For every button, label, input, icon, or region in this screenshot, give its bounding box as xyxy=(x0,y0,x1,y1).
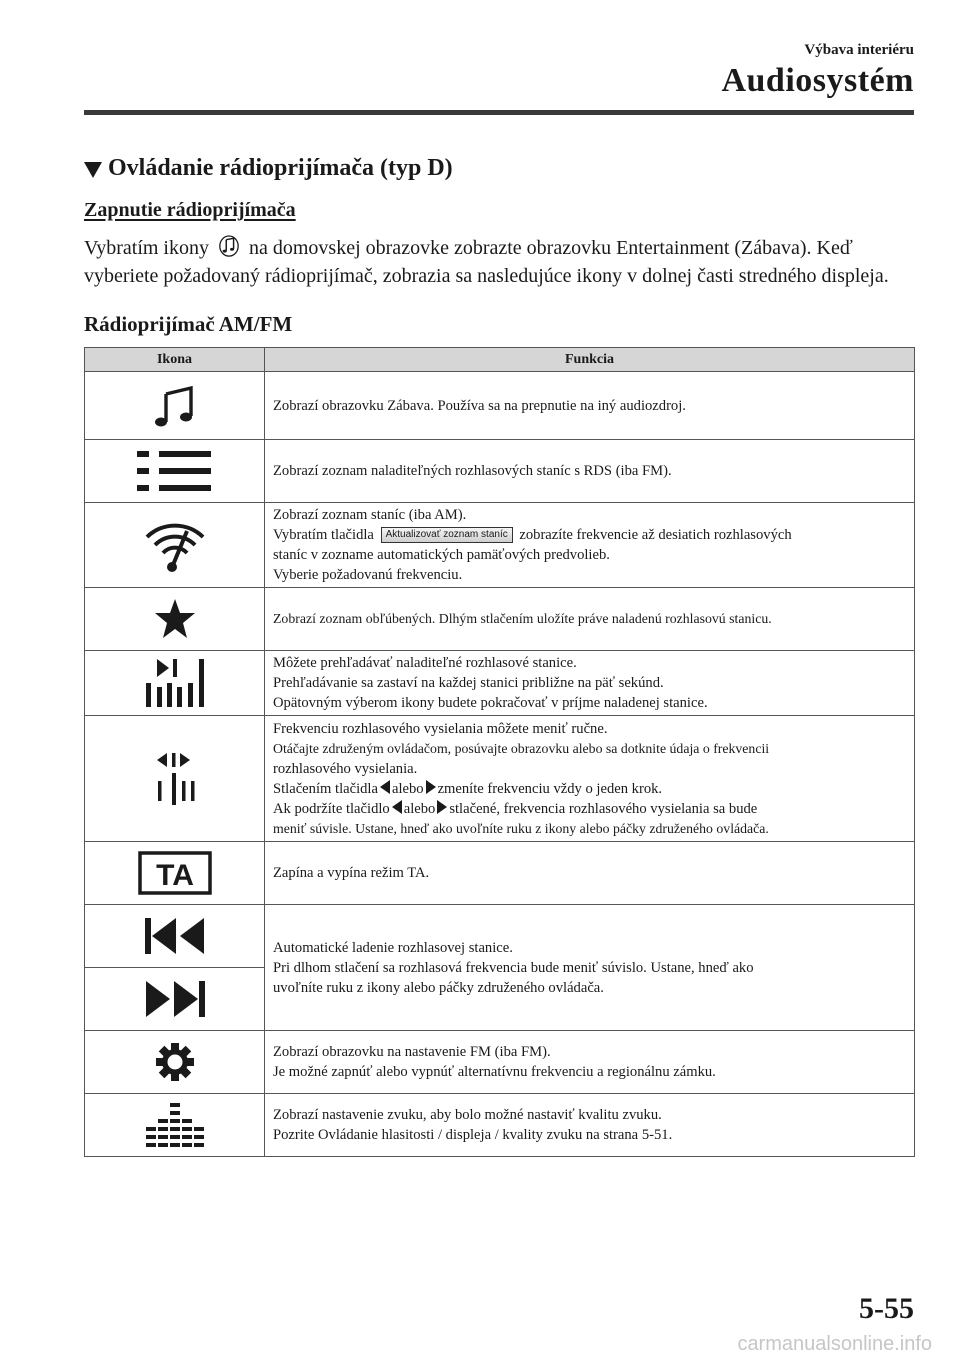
function-text-part: Ak podržíte tlačidlo xyxy=(273,800,390,817)
table-row xyxy=(85,1031,915,1094)
header-rule xyxy=(84,110,914,115)
function-text: Pozrite Ovládanie hlasitosti / displeja / kvality zvuku na strana 5-51. xyxy=(273,1127,673,1143)
table-row xyxy=(85,440,915,503)
function-text-part: alebo xyxy=(403,800,436,817)
gear-icon xyxy=(155,1042,195,1082)
table-row xyxy=(85,1094,915,1157)
function-text: uvoľníte ruku z ikony alebo páčky združeného ovládača. xyxy=(273,979,604,996)
function-cell xyxy=(265,503,915,588)
music-note-icon xyxy=(218,234,240,260)
music-note-icon xyxy=(151,382,199,430)
icon-cell xyxy=(85,905,265,968)
function-cell xyxy=(265,716,915,842)
function-text-part: Stlačením tlačidla xyxy=(273,780,378,797)
function-text: Zobrazí nastavenie zvuku, aby bolo možné nastaviť kvalitu zvuku. xyxy=(273,1107,662,1123)
section-title-text: Ovládanie rádioprijímača (typ D) xyxy=(108,155,453,181)
icon-cell xyxy=(85,968,265,1031)
function-text: Prehľadávanie sa zastaví na každej stanici približne na päť sekúnd. xyxy=(273,675,664,691)
function-text: Môžete prehľadávať naladiteľné rozhlasové stanice. xyxy=(273,655,577,671)
function-cell xyxy=(265,842,915,905)
ta-icon-label: TA xyxy=(155,859,194,892)
intro-text-before: Vybratím ikony xyxy=(84,237,209,259)
function-text: Zobrazí obrazovku na nastavenie FM (iba FM). xyxy=(273,1044,551,1060)
icon-cell xyxy=(85,1094,265,1157)
function-text: Automatické ladenie rozhlasovej stanice. xyxy=(273,939,513,956)
function-cell xyxy=(265,651,915,716)
function-text: rozhlasového vysielania. xyxy=(273,760,418,777)
seek-forward-icon xyxy=(143,979,207,1019)
page-number: 5-55 xyxy=(859,1292,914,1325)
function-cell xyxy=(265,440,915,503)
function-text-part: zobrazíte frekvencie až desiatich rozhlasových xyxy=(519,527,792,543)
triangle-bullet-icon xyxy=(84,162,102,178)
star-icon xyxy=(153,597,197,641)
function-text xyxy=(273,525,908,545)
icon-cell xyxy=(85,842,265,905)
function-text xyxy=(273,799,908,819)
table-row xyxy=(85,503,915,588)
section-title xyxy=(84,155,453,182)
function-cell xyxy=(265,905,915,1031)
subheading: Zapnutie rádioprijímača xyxy=(84,199,296,221)
column-header-function: Funkcia xyxy=(265,348,915,372)
function-text: Vyberie požadovanú frekvenciu. xyxy=(273,567,463,583)
function-text: Frekvenciu rozhlasového vysielania môžete meniť ručne. xyxy=(273,720,608,737)
icon-cell xyxy=(85,372,265,440)
function-text: Pri dlhom stlačení sa rozhlasová frekvencia bude meniť súvislo. Ustane, hneď ako xyxy=(273,959,754,976)
icon-function-table xyxy=(84,347,915,1157)
table-row xyxy=(85,588,915,651)
list-icon xyxy=(135,447,215,495)
function-text-part: alebo xyxy=(391,780,424,797)
function-text: Je možné zapnúť alebo vypnúť alternatívnu frekvenciu a regionálnu zámku. xyxy=(273,1064,716,1080)
function-text-part: Vybratím tlačidla xyxy=(273,527,374,543)
icon-cell xyxy=(85,716,265,842)
function-text: Opätovným výberom ikony budete pokračovať v príjme naladenej stanice. xyxy=(273,695,708,711)
function-text: staníc v zozname automatických pamäťových predvolieb. xyxy=(273,547,610,563)
icon-cell xyxy=(85,651,265,716)
icon-cell xyxy=(85,588,265,651)
function-text: Otáčajte združeným ovládačom, posúvajte obrazovku alebo sa dotknite údaja o frekvencii xyxy=(273,740,770,756)
table-row xyxy=(85,372,915,440)
update-station-list-button: Aktualizovať zoznam staníc xyxy=(381,527,513,543)
intro-paragraph xyxy=(84,234,924,290)
seek-back-icon xyxy=(143,916,207,956)
table-row xyxy=(85,651,915,716)
triangle-right-icon xyxy=(437,800,447,814)
radio-signal-icon xyxy=(143,515,207,575)
icon-cell xyxy=(85,1031,265,1094)
function-cell xyxy=(265,588,915,651)
function-text-part: stlačené, frekvencia rozhlasového vysielania sa bude xyxy=(449,800,758,817)
function-text: Zobrazí obrazovku Zábava. Používa sa na prepnutie na iný audiozdroj. xyxy=(273,397,686,414)
triangle-left-icon xyxy=(380,780,390,794)
function-cell xyxy=(265,372,915,440)
column-header-icon: Ikona xyxy=(85,348,265,372)
function-text: Zapína a vypína režim TA. xyxy=(273,865,430,881)
function-text: meniť súvisle. Ustane, hneď ako uvoľníte ruku z ikony alebo páčky združeného ovládača. xyxy=(273,820,769,836)
tuner-heading: Rádioprijímač AM/FM xyxy=(84,312,293,336)
function-text: Zobrazí zoznam staníc (iba AM). xyxy=(273,507,467,523)
table-row xyxy=(85,716,915,842)
function-text xyxy=(273,779,908,799)
table-row xyxy=(85,905,915,968)
chapter-title: Audiosystém xyxy=(721,62,914,99)
function-cell xyxy=(265,1031,915,1094)
manual-tune-icon xyxy=(153,751,197,807)
function-text: Zobrazí zoznam obľúbených. Dlhým stlačením uložíte práve naladenú rozhlasovú stanicu. xyxy=(273,611,772,626)
icon-cell xyxy=(85,503,265,588)
function-text-part: zmeníte frekvenciu vždy o jeden krok. xyxy=(437,780,663,797)
function-cell xyxy=(265,1094,915,1157)
table-row xyxy=(85,842,915,905)
triangle-left-icon xyxy=(392,800,402,814)
function-text: Zobrazí zoznam naladiteľných rozhlasových staníc s RDS (iba FM). xyxy=(273,463,672,479)
ta-icon xyxy=(138,851,212,895)
sound-settings-icon xyxy=(145,1101,205,1149)
triangle-right-icon xyxy=(426,780,436,794)
scan-icon xyxy=(143,657,207,709)
icon-cell xyxy=(85,440,265,503)
section-label: Výbava interiéru xyxy=(804,42,914,58)
watermark: carmanualsonline.info xyxy=(737,1333,932,1355)
intro-text-after: na domovskej obrazovke zobrazte obrazovku Entertainment (Zábava). Keď vyberiete požadovaný rádioprijímač, zobrazia sa nasledujúce ikony v dolnej časti stredného displeja. xyxy=(84,237,889,287)
